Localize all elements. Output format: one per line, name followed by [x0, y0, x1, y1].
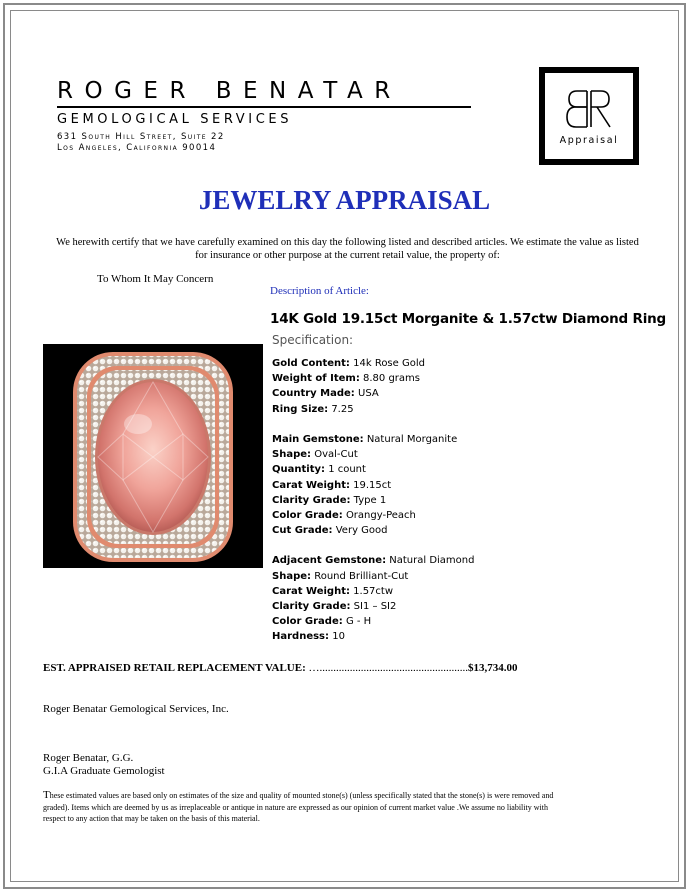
- recipient: To Whom It May Concern: [97, 273, 214, 285]
- spec-value: Orangy-Peach: [345, 509, 416, 521]
- signer-title: G.I.A Graduate Gemologist: [43, 765, 165, 777]
- spec-value: Natural Diamond: [389, 555, 475, 567]
- description-label: Description of Article:: [270, 285, 369, 297]
- spec-value: Natural Morganite: [366, 433, 458, 445]
- spec-row: [272, 402, 474, 417]
- spec-row: [272, 523, 474, 538]
- spec-row: [272, 569, 474, 584]
- spec-value: 8.80 grams: [363, 373, 420, 385]
- spec-row: [272, 508, 474, 523]
- spec-key: Hardness:: [272, 631, 330, 643]
- disclaimer-text: T: [43, 789, 50, 801]
- spec-value: 7.25: [331, 403, 354, 415]
- spec-value: 10: [332, 631, 345, 643]
- disclaimer-text: hese estimated values are based only on estimates of the size and quality of mounted stone(s) (unless specifically stated that the stone(s) is were removed and graded). Items which are deemed by us as irreplaceable or antique in nature are expressed as our opinion of current market value .We assume no liability with respect to any action that may be taken on the basis of this material.: [43, 791, 554, 823]
- spec-row: [272, 462, 474, 477]
- spec-key: Shape:: [272, 449, 312, 461]
- spec-key: Shape:: [272, 570, 312, 582]
- spec-row: [272, 493, 474, 508]
- disclaimer: [43, 790, 563, 825]
- spec-key: Weight of Item:: [272, 373, 360, 385]
- spec-row: [272, 553, 474, 568]
- spec-key: Gold Content:: [272, 358, 350, 369]
- spec-key: Main Gemstone:: [272, 433, 364, 445]
- brand-divider: [57, 106, 471, 108]
- spec-key: Carat Weight:: [272, 479, 350, 491]
- logo-label: Appraisal: [559, 135, 619, 146]
- appraised-value: [43, 662, 518, 674]
- spec-value: 1.57ctw: [353, 585, 394, 597]
- spec-key: Carat Weight:: [272, 585, 350, 597]
- spec-row: [272, 599, 474, 614]
- spec-key: Clarity Grade:: [272, 494, 351, 506]
- spec-row: [272, 371, 474, 386]
- spec-key: Cut Grade:: [272, 525, 333, 537]
- certification-text: We herewith certify that we have carefully examined on this day the following listed and described articles. We estimate the value as listed for insurance or other purpose at the current retail value, the property of:: [56, 237, 639, 261]
- spec-row: [272, 629, 474, 644]
- spec-row: [272, 356, 474, 371]
- spec-key: Clarity Grade:: [272, 601, 351, 612]
- spec-row: [272, 432, 474, 447]
- spec-key: Ring Size:: [272, 403, 329, 415]
- spec-key: Color Grade:: [272, 616, 343, 628]
- spec-value: USA: [358, 388, 379, 400]
- spec-row: [272, 447, 474, 462]
- spec-value: 19.15ct: [353, 479, 392, 491]
- specification-label: Specification:: [272, 333, 354, 347]
- company-name: Roger Benatar Gemological Services, Inc.: [43, 703, 229, 715]
- spec-key: Adjacent Gemstone:: [272, 555, 387, 567]
- brand-subtitle: GEMOLOGICAL SERVICES: [57, 112, 293, 127]
- address-line-2: Los Angeles, California 90014: [57, 143, 217, 153]
- ring-photo: [43, 344, 263, 568]
- spec-value: Round Brilliant-Cut: [314, 570, 409, 582]
- spec-key: Color Grade:: [272, 509, 343, 521]
- spec-row: [272, 614, 474, 629]
- spec-value: 1 count: [328, 464, 366, 476]
- morganite-ring-image: [43, 344, 263, 568]
- spec-row: [272, 386, 474, 401]
- brand-name: ROGER BENATAR: [57, 78, 402, 104]
- signer-name: Roger Benatar, G.G.: [43, 752, 134, 764]
- address-line-1: 631 South Hill Street, Suite 22: [57, 132, 225, 142]
- spec-value: SI1 – SI2: [353, 601, 397, 612]
- spec-row: [272, 584, 474, 599]
- value-leader: …......................................................: [305, 662, 468, 674]
- page-title: JEWELRY APPRAISAL: [198, 185, 491, 215]
- spec-value: 14k Rose Gold: [353, 358, 425, 369]
- appraised-value-label: EST. APPRAISED RETAIL REPLACEMENT VALUE:: [43, 662, 306, 674]
- spec-key: Country Made:: [272, 388, 355, 400]
- spec-row: [272, 478, 474, 493]
- specifications-list: [272, 356, 474, 645]
- spec-value: Oval-Cut: [314, 449, 358, 461]
- spec-key: Quantity:: [272, 464, 325, 476]
- br-monogram-icon: [563, 87, 615, 131]
- spec-value: Type 1: [353, 494, 387, 506]
- spec-value: G - H: [345, 616, 372, 628]
- item-title: 14K Gold 19.15ct Morganite & 1.57ctw Diamond Ring: [270, 311, 667, 327]
- spec-value: Very Good: [335, 525, 388, 537]
- appraised-value-amount: $13,734.00: [468, 662, 518, 674]
- appraisal-logo: [539, 67, 639, 165]
